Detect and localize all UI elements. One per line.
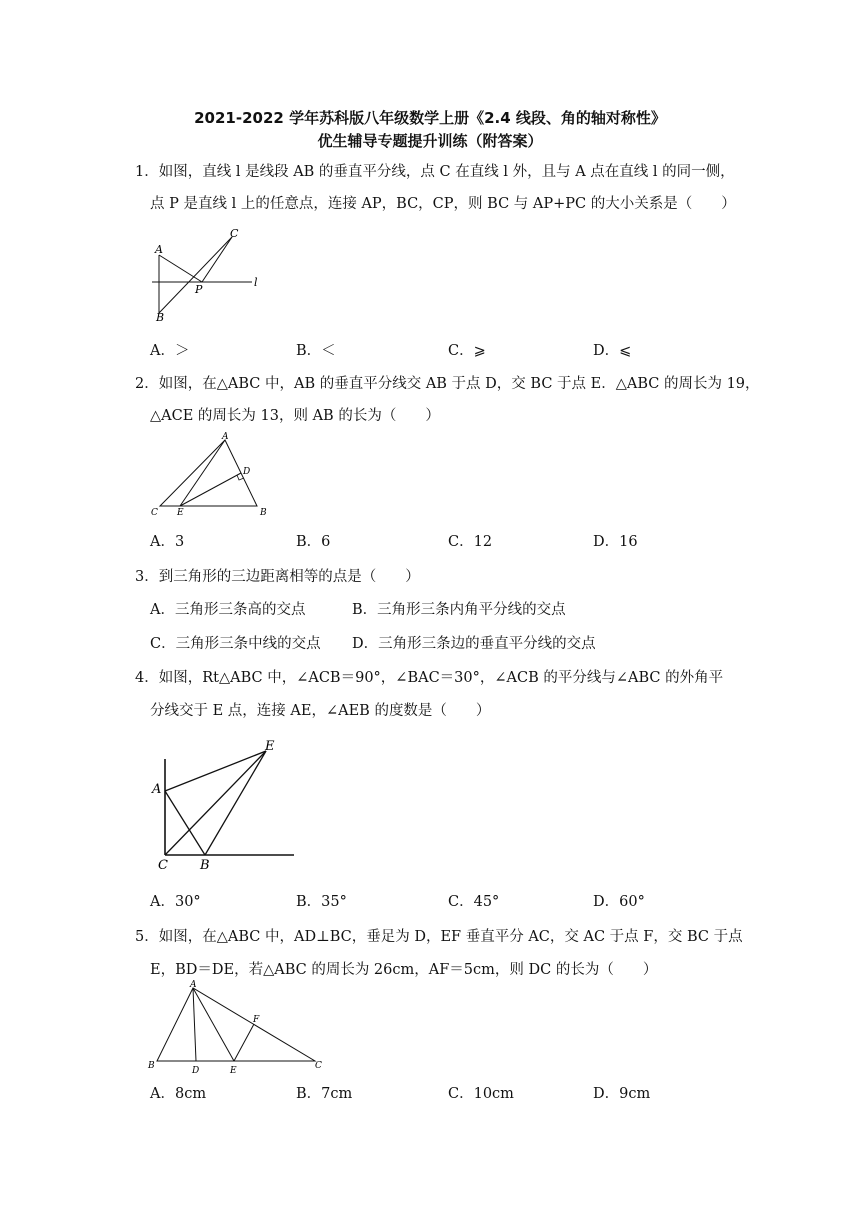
question-4-option-d: D．60° xyxy=(593,894,645,910)
question-2-line1: 2．如图，在△ABC 中，AB 的垂直平分线交 AB 于点 D，交 BC 于点 E．△ABC 的周长为 19， xyxy=(135,376,760,392)
question-1-option-b: B．＜ xyxy=(296,343,336,359)
q2-label-d: D xyxy=(243,467,251,477)
question-3-option-b: B．三角形三条内角平分线的交点 xyxy=(352,602,566,618)
question-1-option-d: D．⩽ xyxy=(593,343,632,359)
q5-label-b: B xyxy=(148,1061,155,1071)
question-4-line2: 分线交于 E 点，连接 AE，∠AEB 的度数是（ ） xyxy=(150,703,491,719)
question-4-option-c: C．45° xyxy=(448,894,500,910)
q2-label-b: B xyxy=(260,508,267,518)
question-2-option-c: C．12 xyxy=(448,534,493,550)
question-4-line1: 4．如图，Rt△ABC 中，∠ACB＝90°，∠BAC＝30°，∠ACB 的平分线与∠ABC 的外角平 xyxy=(135,670,724,686)
question-2-line2: △ACE 的周长为 13，则 AB 的长为（ ） xyxy=(150,408,440,424)
q5-label-c: C xyxy=(315,1061,322,1071)
question-4-figure xyxy=(148,733,298,873)
question-5-line1: 5．如图，在△ABC 中，AD⊥BC，垂足为 D，EF 垂直平分 AC，交 AC 于点 F，交 BC 于点 xyxy=(135,929,743,945)
q5-label-f: F xyxy=(253,1015,260,1025)
question-3-option-d: D．三角形三条边的垂直平分线的交点 xyxy=(352,636,596,652)
q1-label-l: l xyxy=(254,276,258,289)
question-3-option-a: A．三角形三条高的交点 xyxy=(150,602,306,618)
q4-label-c: C xyxy=(158,858,168,873)
question-1-option-a: A．＞ xyxy=(150,343,190,359)
question-5-option-c: C．10cm xyxy=(448,1086,514,1102)
question-2-option-b: B．6 xyxy=(296,534,331,550)
question-5-option-a: A．8cm xyxy=(150,1086,207,1102)
q5-label-d: D xyxy=(192,1066,200,1076)
question-2-option-d: D．16 xyxy=(593,534,638,550)
question-2-figure xyxy=(145,430,270,522)
question-4-option-b: B．35° xyxy=(296,894,347,910)
q1-label-b: B xyxy=(156,311,165,324)
q5-label-a: A xyxy=(190,980,197,990)
question-3-option-c: C．三角形三条中线的交点 xyxy=(150,636,321,652)
question-5-option-d: D．9cm xyxy=(593,1086,651,1102)
q2-label-c: C xyxy=(151,508,158,518)
question-5-option-b: B．7cm xyxy=(296,1086,353,1102)
question-5-line2: E，BD＝DE，若△ABC 的周长为 26cm，AF＝5cm，则 DC 的长为（ ） xyxy=(150,962,658,978)
document-title-line1: 2021-2022 学年苏科版八年级数学上册《2.4 线段、角的轴对称性》 xyxy=(194,109,666,127)
q4-label-b: B xyxy=(200,858,210,873)
question-1-option-c: C．⩾ xyxy=(448,343,486,359)
question-3-line1: 3．到三角形的三边距离相等的点是（ ） xyxy=(135,569,420,585)
q2-label-e: E xyxy=(177,508,184,518)
document-title-line2: 优生辅导专题提升训练（附答案） xyxy=(317,132,543,150)
q5-label-e: E xyxy=(230,1066,237,1076)
question-1-line2: 点 P 是直线 l 上的任意点，连接 AP，BC，CP，则 BC 与 AP+PC 的大小关系是（ ） xyxy=(150,196,736,212)
question-1-figure xyxy=(140,225,270,325)
q4-label-a: A xyxy=(152,782,162,797)
q1-label-a: A xyxy=(155,243,163,256)
q1-label-p: P xyxy=(195,283,203,296)
question-1-line1: 1．如图，直线 l 是线段 AB 的垂直平分线，点 C 在直线 l 外，且与 A 点在直线 l 的同一侧， xyxy=(135,164,735,180)
question-2-option-a: A．3 xyxy=(150,534,185,550)
q1-label-c: C xyxy=(230,227,239,240)
q2-label-a: A xyxy=(222,432,229,442)
q4-label-e: E xyxy=(265,739,275,754)
question-4-option-a: A．30° xyxy=(150,894,201,910)
question-5-figure xyxy=(145,978,330,1076)
